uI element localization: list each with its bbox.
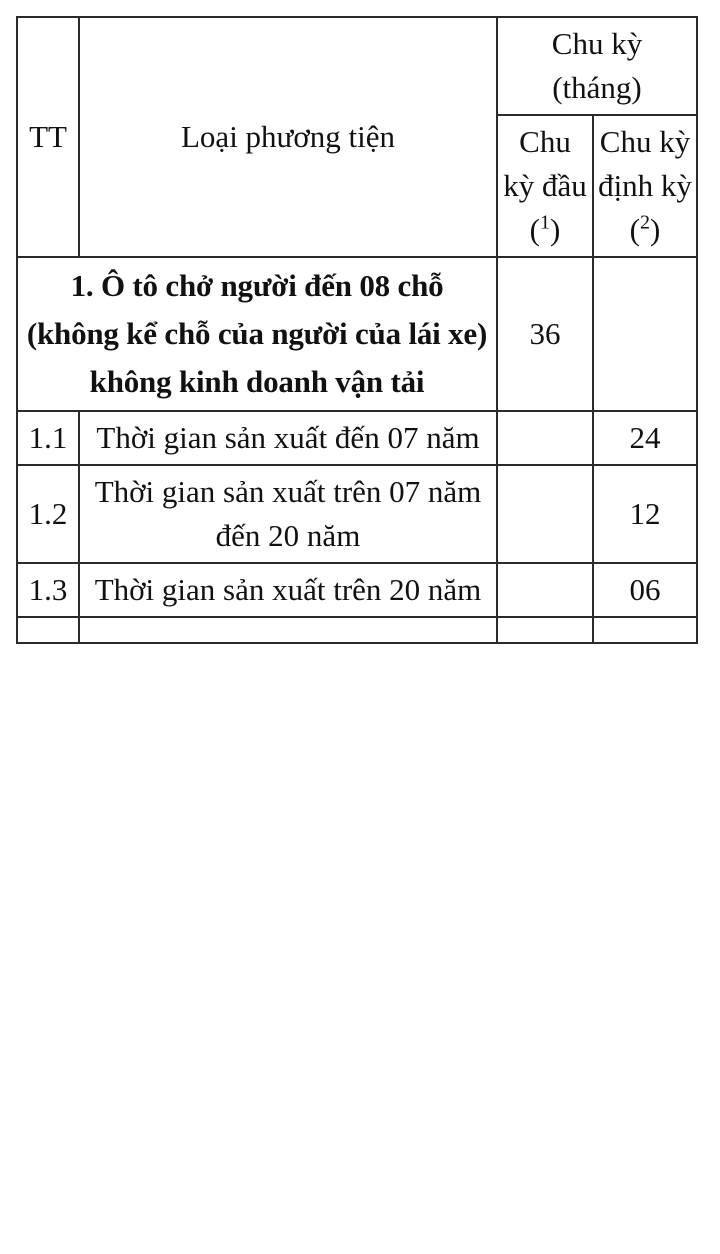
row-first-cycle-2 <box>497 465 593 563</box>
header-vehicle-type: Loại phương tiện <box>79 17 497 257</box>
row-tt-partial <box>17 617 79 643</box>
inspection-cycle-table <box>16 16 698 644</box>
row-type-2: Thời gian sản xuất trên 07 năm đến 20 năm <box>79 465 497 563</box>
table-row <box>17 563 697 617</box>
row-type-0: 1. Ô tô chở người đến 08 chỗ (không kể chỗ của người của lái xe) không kinh doanh vận tải <box>17 257 497 411</box>
header-first-cycle-end: ) <box>550 212 561 248</box>
header-first-cycle-sup: 1 <box>540 211 550 234</box>
header-periodic-cycle-end: ) <box>650 212 661 248</box>
header-tt: TT <box>17 17 79 257</box>
table-row-partial <box>17 617 697 643</box>
header-periodic-cycle-sup: 2 <box>640 211 650 234</box>
row-type-1: Thời gian sản xuất đến 07 năm <box>79 411 497 465</box>
header-cycle-group <box>497 17 697 115</box>
row-type-3: Thời gian sản xuất trên 20 năm <box>79 563 497 617</box>
header-first-cycle-text: Chu kỳ đầu ( <box>503 124 587 248</box>
table-header-row-group <box>17 17 697 115</box>
row-first-cycle-partial <box>497 617 593 643</box>
row-periodic-cycle-3: 06 <box>593 563 697 617</box>
header-cycle-group-line1: Chu kỳ <box>551 26 643 61</box>
row-periodic-cycle-0 <box>593 257 697 411</box>
row-tt-2: 1.2 <box>17 465 79 563</box>
row-periodic-cycle-2: 12 <box>593 465 697 563</box>
row-first-cycle-1 <box>497 411 593 465</box>
row-tt-3: 1.3 <box>17 563 79 617</box>
header-cycle-group-line2: (tháng) <box>552 70 642 106</box>
table-row <box>17 465 697 563</box>
header-periodic-cycle <box>593 115 697 257</box>
row-periodic-cycle-partial <box>593 617 697 643</box>
row-first-cycle-3 <box>497 563 593 617</box>
row-first-cycle-0: 36 <box>497 257 593 411</box>
header-periodic-cycle-text: Chu kỳ định kỳ ( <box>598 124 692 248</box>
row-type-partial <box>79 617 497 643</box>
table-row <box>17 411 697 465</box>
row-tt-1: 1.1 <box>17 411 79 465</box>
row-periodic-cycle-1: 24 <box>593 411 697 465</box>
table-row <box>17 257 697 411</box>
header-first-cycle <box>497 115 593 257</box>
